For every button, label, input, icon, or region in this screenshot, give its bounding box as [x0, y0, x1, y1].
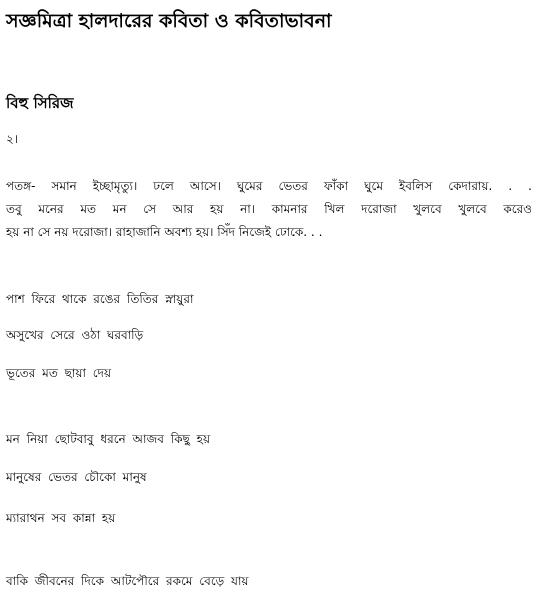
stanza2-line-3: ভূতের মত ছায়া দেয়: [6, 366, 112, 380]
stanza3-line-3: ম্যারাথন সব কান্না হয়: [6, 511, 116, 525]
stanza2-line-1: পাশ ফিরে থাকে রঙের তিতির স্নায়ুরা: [6, 292, 194, 306]
stanza1-line-2: তবু মনের মত মন সে আর হয় না। কামনার খিল দরোজা খুলবে খুলবে করেও: [6, 202, 532, 216]
stanza1-line-1: পতঙ্গ- সমান ইচ্ছামৃত্যু। ঢলে আসে। ঘুমের ভেতর ফাঁকা ঘুমে ইবলিস কেদারায়. . .: [6, 179, 532, 193]
stanza3-line-2: মানুষের ভেতর চৌকো মানুষ: [6, 470, 147, 484]
poem-number: ২।: [6, 132, 19, 146]
stanza4-line-1: বাকি জীবনের দিকে আটপৌরে রকমে বেড়ে যায়: [6, 574, 249, 588]
stanza2-line-2: অসুখের সেরে ওঠা ঘরবাড়ি: [6, 328, 144, 342]
stanza1-line-3: হয় না সে নয় দরোজা। রাহাজানি অবশ্য হয়। সিঁদ নিজেই ঢোকে. . .: [6, 225, 323, 239]
stanza3-line-1: মন নিয়া ছোটবাবু ধরনে আজব কিছু হয়: [6, 432, 211, 446]
document-title: সজ্ঞমিত্রা হালদারের কবিতা ও কবিতাভাবনা: [6, 10, 332, 32]
section-title: বিহু সিরিজ: [6, 94, 74, 112]
